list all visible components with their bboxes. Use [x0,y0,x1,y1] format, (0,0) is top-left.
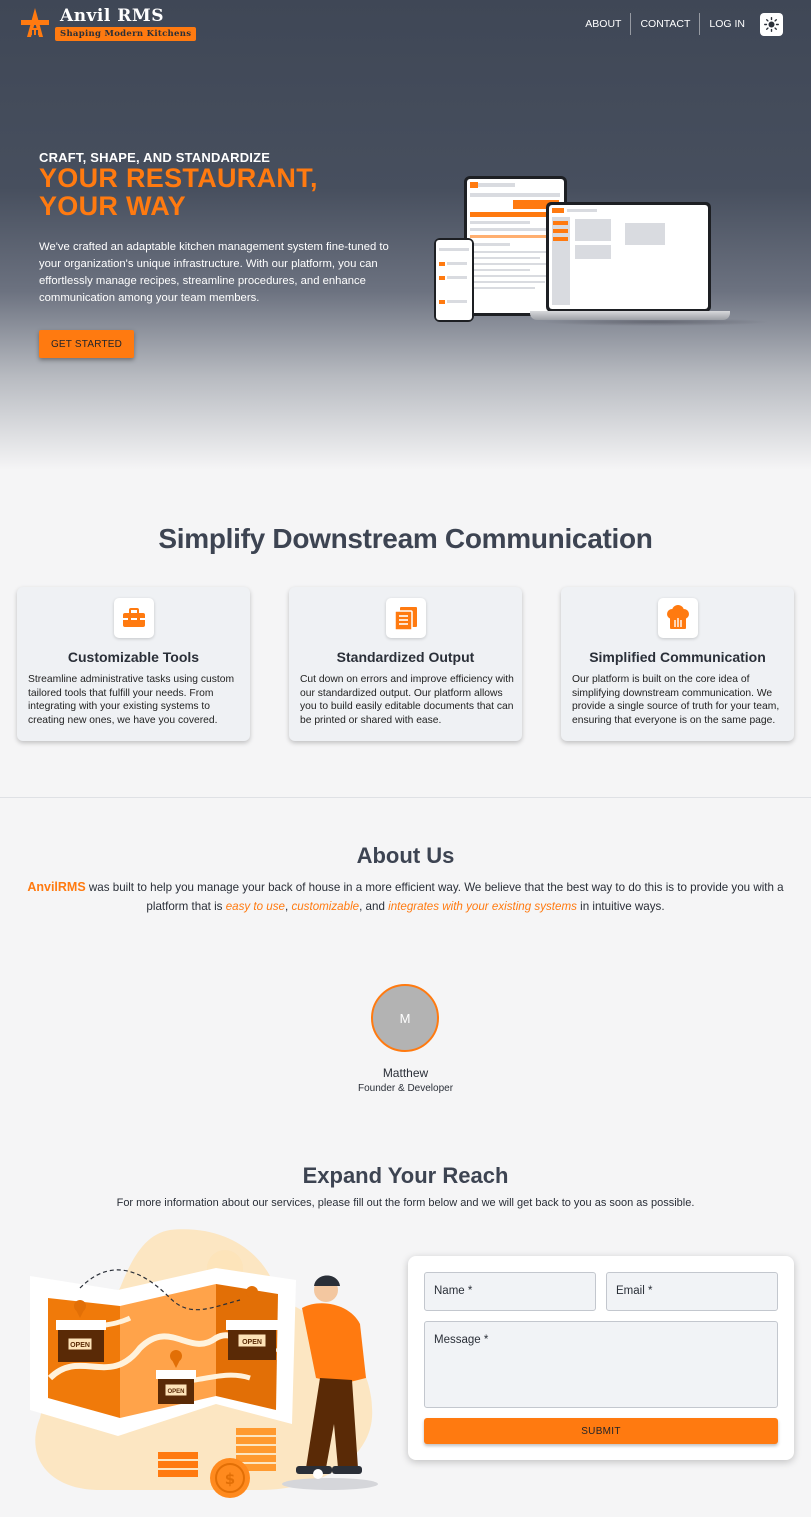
brand-tagline: Shaping Modern Kitchens [55,27,196,41]
laptop-base [530,311,730,320]
name-field[interactable]: Name * [424,1272,596,1311]
about-text-part: in intuitive ways. [576,900,665,913]
feature-card-title: Customizable Tools [67,649,200,665]
sun-icon [764,17,779,32]
laptop-mockup [546,202,711,312]
brand-name: Anvil RMS [60,6,164,26]
documents-icon [386,598,426,638]
nav-links [576,12,811,36]
feature-card-text: Our platform is built on the core idea of simplifying downstream communication. We provide a single source of truth for your team, ensuring that everyone is on the same page. [572,674,780,727]
reach-subtitle: For more information about our services, please fill out the form below and we will get back to you as soon as possible. [116,1197,695,1209]
toolbox-icon [114,598,154,638]
nav-login-link[interactable]: LOG IN [709,18,745,30]
feature-card [561,587,794,741]
member-role: Founder & Developer [357,1083,454,1094]
feature-card-title: Simplified Communication [589,649,766,665]
open-sign: OPEN [167,1389,185,1395]
about-text-part: , and [359,900,389,913]
map-storefront-illustration [20,1228,390,1500]
open-sign: OPEN [70,1342,90,1349]
message-field[interactable]: Message * [424,1321,778,1408]
brand-highlight: AnvilRMS [27,880,86,894]
nav-contact-link[interactable]: CONTACT [640,18,691,30]
hero-title-line: YOUR WAY [39,191,186,221]
feature-card-text: Cut down on errors and improve efficiency with our standardized output. Our platform allows you to build easily editable documents that can be printed or shared with ease. [300,674,514,727]
about-text [14,878,797,916]
svg-text:$: $ [224,1470,236,1488]
section-divider [0,797,811,798]
submit-button[interactable]: SUBMIT [424,1418,778,1444]
hero-title-line: YOUR RESTAURANT, [39,163,318,193]
nav-about-link[interactable]: ABOUT [585,18,622,30]
reach-title: Expand Your Reach [302,1163,509,1188]
contact-form [408,1256,794,1460]
email-field[interactable]: Email * [606,1272,778,1311]
feature-card-text: Streamline administrative tasks using custom tailored tools that fulfill your needs. From integrating with your existing systems to creating new ones, we have you covered. [28,674,235,727]
feature-card-title: Standardized Output [336,649,475,665]
brand-logo[interactable] [18,6,192,42]
highlight-easy: easy to use [225,900,285,913]
hero-section [0,0,811,470]
member-name: Matthew [382,1066,429,1080]
about-title: About Us [356,843,455,868]
highlight-customizable: customizable [291,900,360,913]
chef-hat-icon [658,598,698,638]
highlight-integrates: integrates with your existing systems [388,900,577,913]
open-sign: OPEN [242,1339,262,1346]
top-navbar [0,0,811,48]
phone-mockup [434,238,474,322]
about-text-part: was built to help you manage your back of house in a more efficient way. We believe that the best way to do this is to provide you with a platform that is [85,881,784,913]
get-started-button[interactable]: GET STARTED [39,330,134,358]
avatar: M [371,984,439,1052]
feature-card [17,587,250,741]
hero-kicker: CRAFT, SHAPE, AND STANDARDIZE [39,150,271,165]
theme-toggle-button[interactable] [760,13,783,36]
features-title: Simplify Downstream Communication [158,523,653,554]
device-mockup-image [430,172,780,332]
hero-description: We've crafted an adaptable kitchen management system fine-tuned to your organization's unique infrastructure. With our platform, you can effortlessly manage recipes, streamline procedures, and enhance communication among your team members. [39,241,389,304]
anvil-logo-icon [18,6,52,40]
hero-title [39,164,318,220]
feature-card [289,587,522,741]
about-text-part: , [284,900,292,913]
